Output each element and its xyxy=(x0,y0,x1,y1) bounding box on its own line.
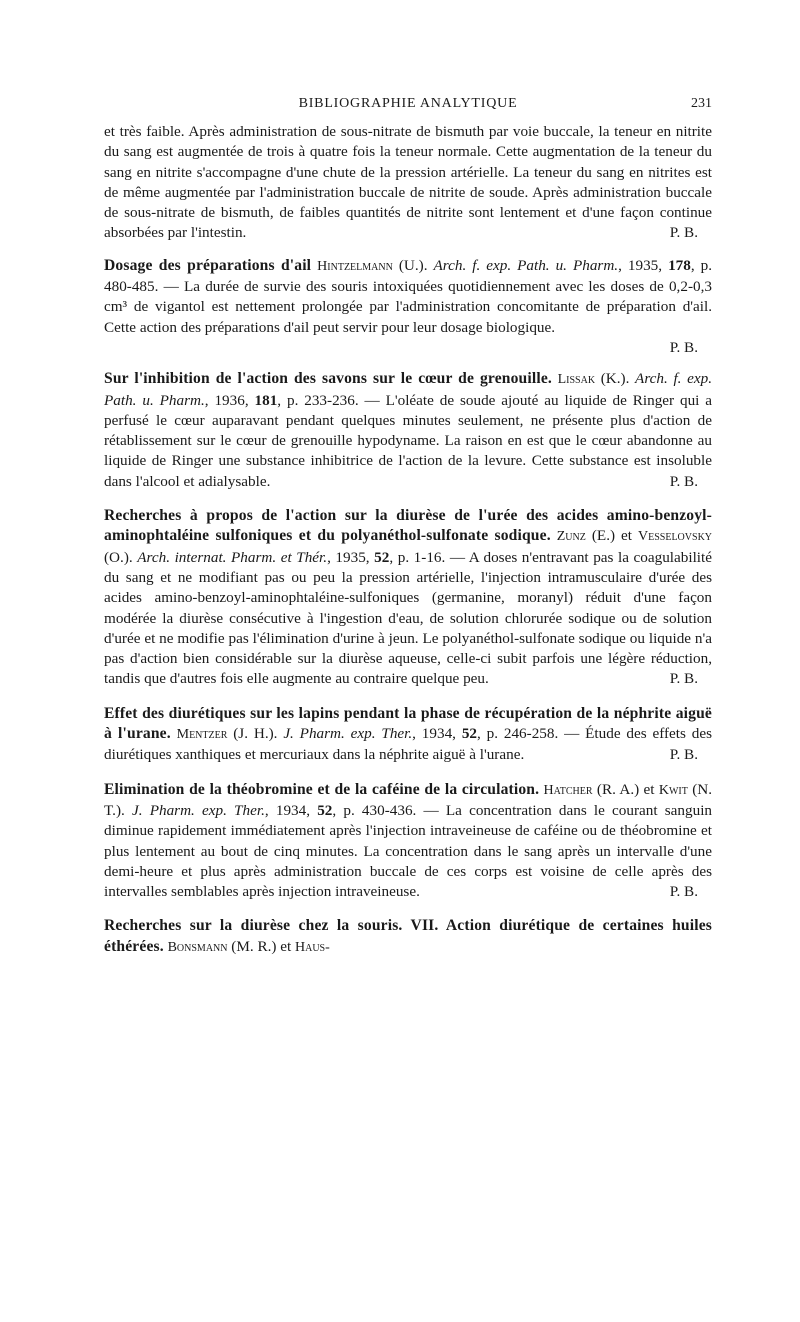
entry-author: Lissak xyxy=(557,372,596,388)
entry-title: Elimination de la théobromine et de la caféine de la circulation. xyxy=(104,780,540,798)
bibliography-entry xyxy=(104,256,712,358)
entry-author: Zunz xyxy=(556,529,586,545)
entry-continuation xyxy=(104,122,712,244)
entry-title: Recherches à propos de l'action sur la diurèse de l'urée des acides amino-benzoyl-aminophtaléine sulfoniques et du polyanéthol-sulfonate sodique. xyxy=(104,507,712,545)
entry-ref-pages: , p. 233-236. — xyxy=(277,391,386,409)
bibliography-entry xyxy=(104,916,712,958)
entry-journal: Arch. f. exp. Path. u. Pharm. xyxy=(433,256,619,274)
entry-body: A doses n'entravant pas la coagulabilité du sang et ne modifiant pas ou peu la pression artérielle, l'injection intramusculaire d'urée des acides amino-benzoyl-aminophtaléine-sulfoniques (germanine, moranyl) réduit d'une façon modérée la diurèse consécutive à l'ingestion d'eau, de solution chlorurée sodique ou de solution d'urée et ne modifie pas l'élimination d'urine à jeun. Le polyanéthol-sulfonate sodique ou liquide n'a pas d'action bien considérable sur la diurèse aqueuse, celle-ci subit parfois une légère réduction, tandis que d'autres fois elle augmente au contraire quelque peu. xyxy=(104,548,712,688)
entry-author-initials: (E.) et xyxy=(591,527,638,545)
entry-signature: P. B. xyxy=(669,883,698,901)
entry-author-2: Vesselovsky xyxy=(638,529,713,545)
bibliography-entry xyxy=(104,369,712,492)
entry-ref-year: , 1934, xyxy=(264,801,318,819)
entry-signature: P. B. xyxy=(669,746,698,764)
bibliography-entry xyxy=(104,780,712,903)
entry-signature: P. B. xyxy=(669,670,698,688)
entry-body: Étude des effets des diurétiques xanthiques et mercuriaux dans la néphrite aiguë à l'urane. xyxy=(104,725,713,764)
entry-ref-pages: , p. 1-16. — xyxy=(389,548,469,566)
bibliography-entry xyxy=(104,704,712,766)
entry-author: Hatcher xyxy=(543,782,593,798)
entry-title: Effet des diurétiques sur les lapins pendant la phase de récupération de la néphrite aiguë à l'urane. xyxy=(104,704,712,743)
entry-title: Sur l'inhibition de l'action des savons sur le cœur de grenouille. xyxy=(104,370,552,388)
entry-body: La durée de survie des souris intoxiquées quotidiennement avec les doses de 0,2-0,3 cm³ de vigantol est nettement prolongée par l'administration concomitante de préparation d'ail. Cette action des préparations d'ail peut servir pour leur dosage biologique. xyxy=(104,278,712,336)
entry-author-initials: (K.). xyxy=(600,370,636,388)
entry-ref-year: , 1936, xyxy=(204,391,255,409)
entry-author-initials: (R. A.) et xyxy=(596,780,659,798)
document-page xyxy=(104,92,712,958)
entry-body: La concentration dans le courant sanguin diminue rapidement immédiatement après l'injection intraveineuse de caféine ou de théobromine et plus lentement au bout de cinq minutes. La concentration dans le sang après un intervalle d'une demi-heure et plus après administration buccale de ces corps est voisine de celle après des intervalles semblables après injection intraveineuse. xyxy=(104,801,713,901)
entry-author-2-initials: (N. T.). xyxy=(104,780,713,819)
entry-author-2-initials: (O.). xyxy=(104,548,138,566)
entry-volume: 178 xyxy=(668,256,691,274)
entry-ref-pages: , p. 246-258. — xyxy=(477,725,586,743)
entry-volume: 52 xyxy=(317,801,333,819)
entry-signature: P. B. xyxy=(669,472,698,490)
entry-author: Bonsmann xyxy=(167,939,228,955)
entry-body: L'oléate de soude ajouté au liquide de Ringer qui a perfusé le cœur auparavant pendant quelques minutes seulement, ne présente plus d'action de rétablissement sur le cœur de grenouille hypodyname. La raison en est que le cœur abandonne au liquide de Ringer une substance inhibitrice de l'action de la levure. Cette substance est insoluble dans l'alcool et adialysable. xyxy=(104,391,713,490)
entry-author: Hintzelmann xyxy=(317,258,393,274)
entry-author: Mentzer xyxy=(176,727,228,743)
entry-volume: 52 xyxy=(461,725,477,743)
entry-journal: J. Pharm. exp. Ther. xyxy=(131,801,265,819)
running-header xyxy=(104,92,712,118)
entry-ref-year: , 1935, xyxy=(327,548,375,566)
entry-signature: P. B. xyxy=(669,224,698,242)
entry-author-initials: (U.). xyxy=(398,256,434,274)
running-title: BIBLIOGRAPHIE ANALYTIQUE xyxy=(298,96,518,111)
entry-ref-pages: , p. 480-485. — xyxy=(104,256,713,296)
entry-volume: 181 xyxy=(254,391,278,409)
entry-signature: P. B. xyxy=(669,338,698,356)
page-number: 231 xyxy=(691,96,712,111)
entry-ref-pages: , p. 430-436. — xyxy=(332,801,446,819)
entry-author-initials: (J. H.). xyxy=(233,725,284,743)
entry-title: Recherches sur la diurèse chez la souris. VII. Action diurétique de certaines huiles éthérées. xyxy=(104,917,712,955)
entry-ref-year: , 1935, xyxy=(618,256,669,274)
entry-journal: J. Pharm. exp. Ther. xyxy=(283,725,413,743)
entry-author-2: Kwit xyxy=(658,782,688,798)
bibliography-entry xyxy=(104,506,712,690)
entry-journal: Arch. f. exp. Path. u. Pharm. xyxy=(104,370,712,409)
entry-journal: Arch. internat. Pharm. et Thér. xyxy=(137,548,328,566)
entry-ref-year: , 1934, xyxy=(412,725,462,743)
entry-author-initials: (M. R.) et xyxy=(231,937,295,955)
entry-author-2: Haus- xyxy=(295,939,330,955)
entry-title: Dosage des préparations d'ail xyxy=(104,256,312,274)
entry-body: et très faible. Après administration de sous-nitrate de bismuth par voie buccale, la teneur en nitrite du sang est augmentée de trois à quatre fois la teneur normale. Cette augmentation de la teneur du sang en nitrite s'accompagne d'une chute de la pression artérielle. La teneur du sang en nitrites est de même augmentée par l'administration buccale de nitrite de soude. Après administration buccale de sous-nitrate de bismuth, de faibles quantités de nitrite sont lentement et d'une façon continue absorbées par l'intestin. xyxy=(104,123,712,242)
entry-volume: 52 xyxy=(374,548,390,566)
